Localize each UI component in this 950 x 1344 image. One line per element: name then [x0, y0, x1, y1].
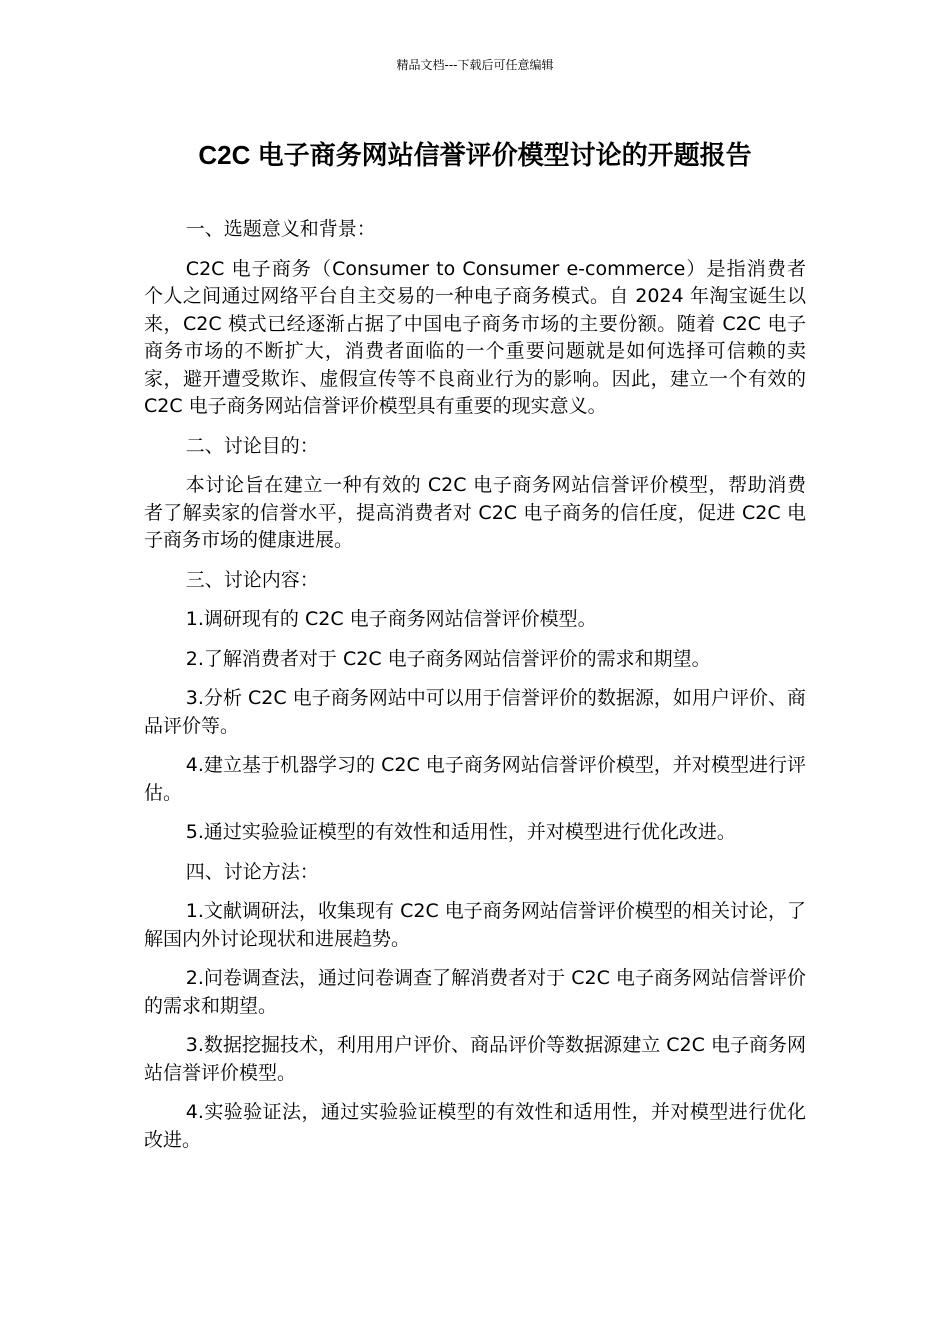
methods-list-item: 1.文献调研法，收集现有 C2C 电子商务网站信誉评价模型的相关讨论，了解国内外讨论现状和进展趋势。 — [144, 900, 806, 950]
section-heading-content: 三、讨论内容： — [185, 568, 319, 591]
content-list-item: 3.分析 C2C 电子商务网站中可以用于信誉评价的数据源，如用户评价、商品评价等。 — [144, 687, 806, 737]
content-list-item: 2.了解消费者对于 C2C 电子商务网站信誉评价的需求和期望。 — [185, 647, 711, 670]
methods-list-item: 2.问卷调查法，通过问卷调查了解消费者对于 C2C 电子商务网站信誉评价的需求和期望。 — [144, 967, 806, 1017]
document-title: C2C 电子商务网站信誉评价模型讨论的开题报告 — [198, 140, 752, 170]
methods-list-item: 4.实验验证法，通过实验验证模型的有效性和适用性，并对模型进行优化改进。 — [144, 1101, 806, 1151]
section-heading-purpose: 二、讨论目的： — [185, 434, 319, 457]
methods-list-item: 3.数据挖掘技术，利用用户评价、商品评价等数据源建立 C2C 电子商务网站信誉评价模型。 — [144, 1034, 806, 1084]
document-body — [144, 216, 806, 1166]
content-list-item: 1.调研现有的 C2C 电子商务网站信誉评价模型。 — [185, 608, 597, 630]
section-heading-methods: 四、讨论方法： — [185, 860, 319, 883]
page-header: 精品文档---下载后可任意编辑 — [396, 58, 554, 72]
content-list-item: 4.建立基于机器学习的 C2C 电子商务网站信誉评价模型，并对模型进行评估。 — [144, 754, 806, 804]
paragraph-background: C2C 电子商务（Consumer to Consumer e-commerce）是指消费者个人之间通过网络平台自主交易的一种电子商务模式。自 2024 年淘宝诞生以来，C2C 模式已经逐渐占据了中国电子商务市场的主要份额。随着 C2C 电子商务市场的不断扩大，消费者面临的一个重要问题就是如何选择可信赖的卖家，避开遭受欺诈、虚假宣传等不良商业行为的影响。因此，建立一个有效的 C2C 电子商务网站信誉评价模型具有重要的现实意义。 — [144, 257, 806, 417]
section-heading-background: 一、选题意义和背景： — [185, 218, 376, 240]
paragraph-purpose: 本讨论旨在建立一种有效的 C2C 电子商务网站信誉评价模型，帮助消费者了解卖家的信誉水平，提高消费者对 C2C 电子商务的信任度，促进 C2C 电子商务市场的健康进展。 — [144, 474, 806, 551]
content-list-item: 5.通过实验验证模型的有效性和适用性，并对模型进行优化改进。 — [185, 821, 736, 843]
